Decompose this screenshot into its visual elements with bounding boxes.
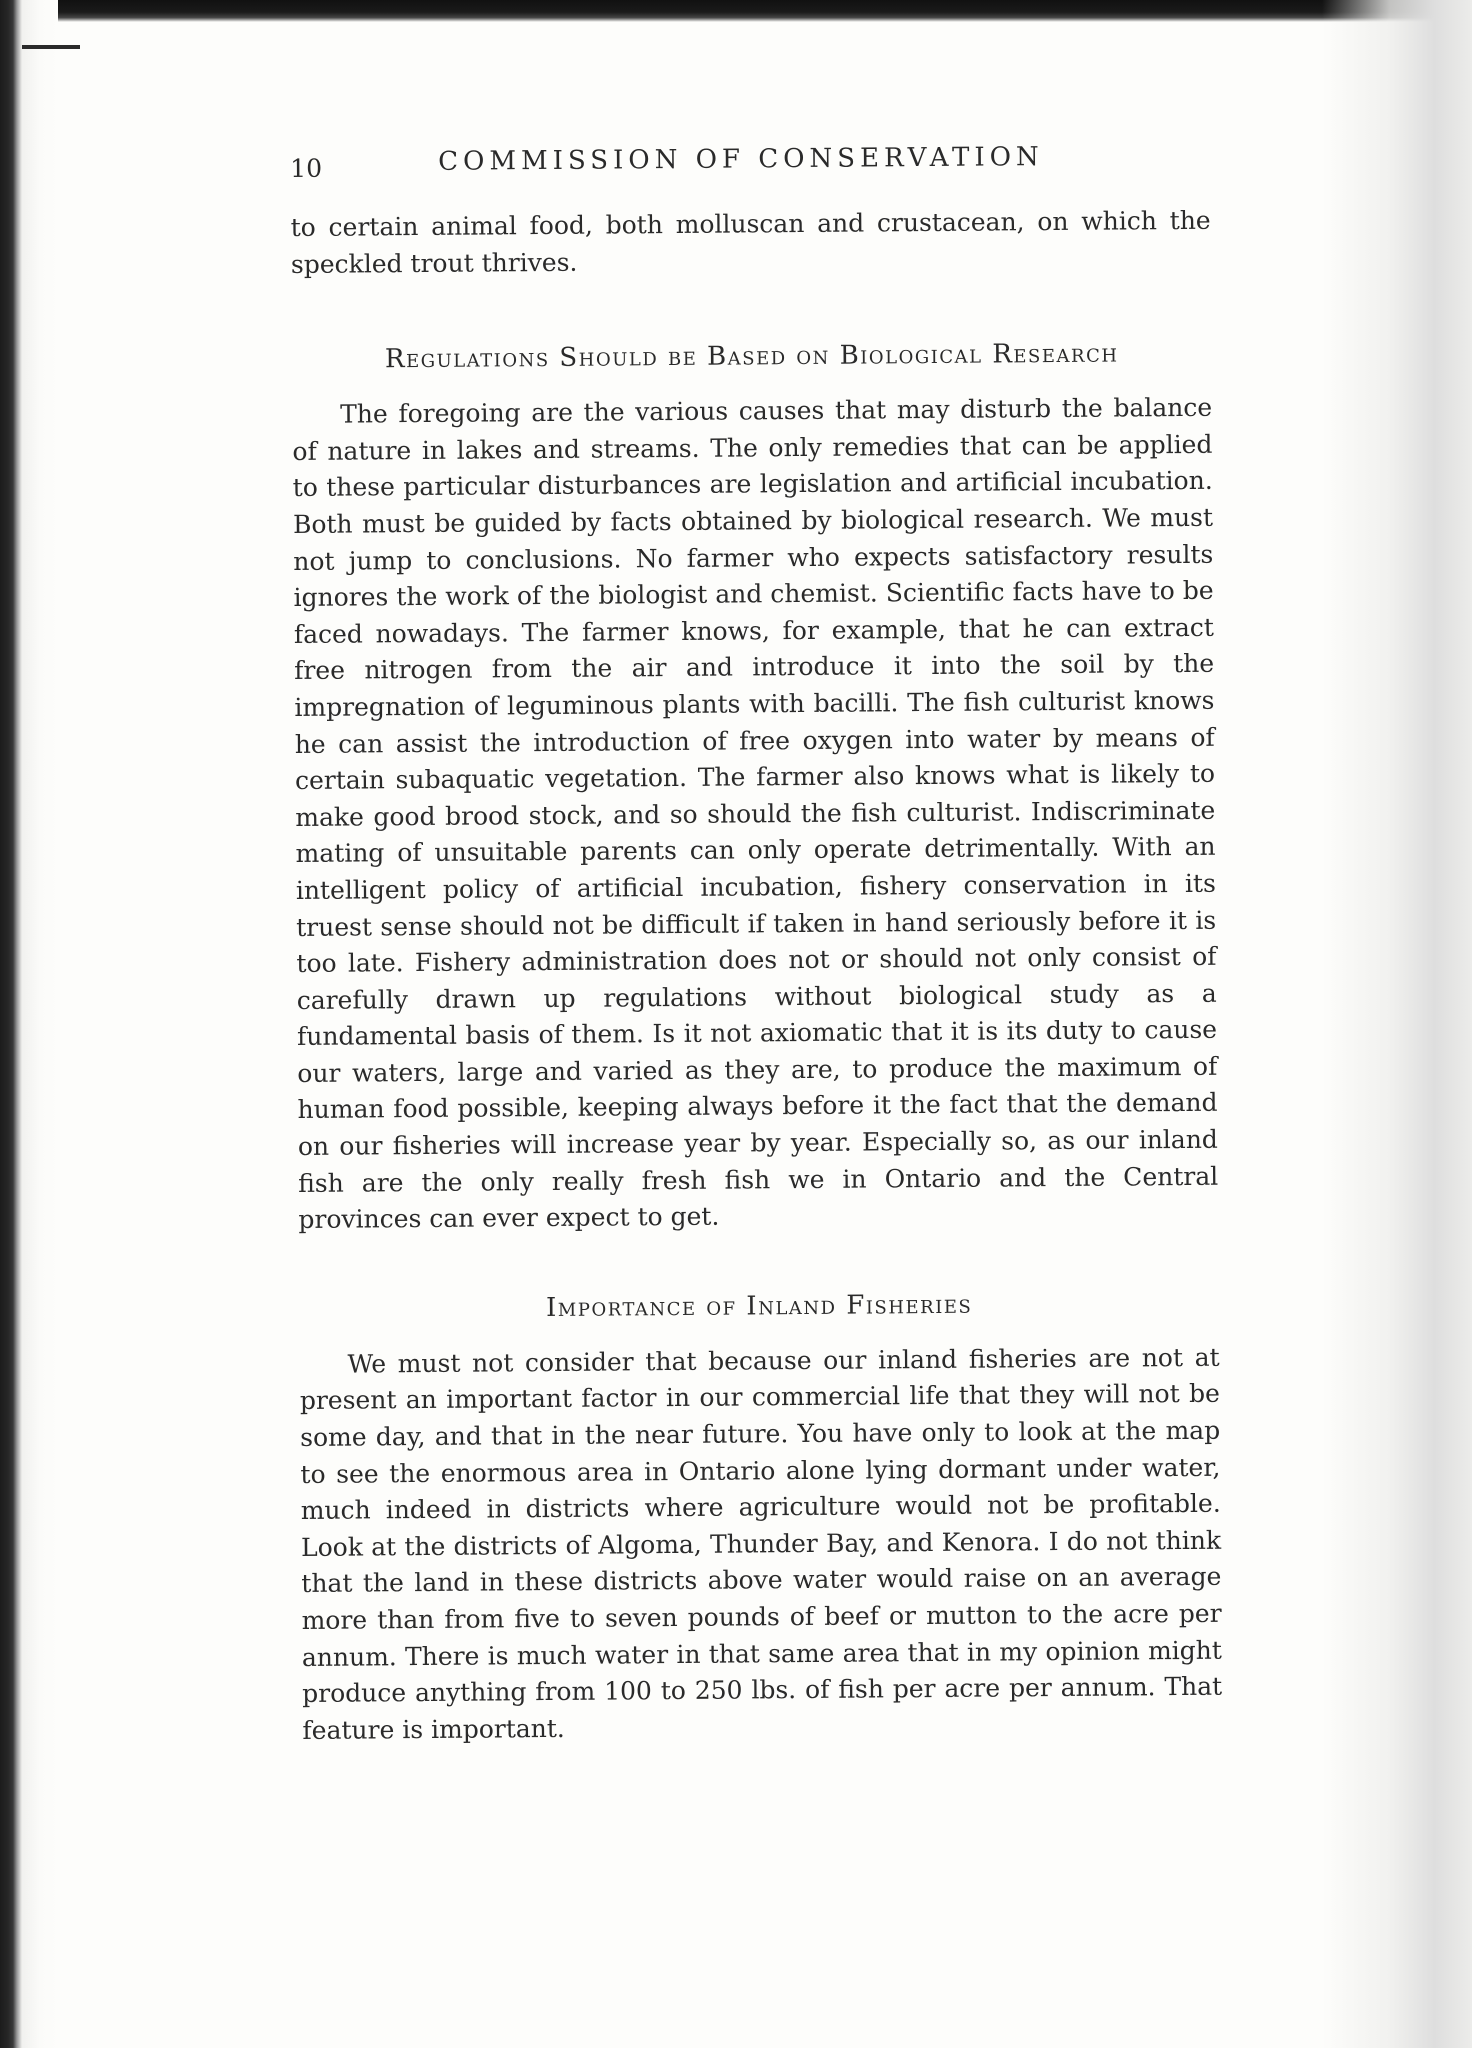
paragraph-regulations: The foregoing are the various causes that may disturb the balance of nature in lakes and streams. The only remedies that can be applied to these particular disturbances are legislation and artificial incubation. Both must be guided by facts obtained by biological research. We must not jump to conclusions. No farmer who expects satisfactory results ignores the work of the biologist and chemist. Scientific facts have to be faced nowadays. The farmer knows, for example, that he can extract free nitrogen from the air and introduce it into the soil by the impregnation of leguminous plants with bacilli. The fish culturist knows he can assist the introduction of free oxygen into water by means of certain subaquatic vegetation. The farmer also knows what is likely to make good brood stock, and so should the fish culturist. Indiscriminate mating of unsuitable parents can only operate detrimentally. With an intelligent policy of artificial incubation, fishery conservation in its truest sense should not be difficult if taken in hand seriously before it is too late. Fishery administration does not or should not only consist of carefully drawn up regulations without biological study as a fundamental basis of them. Is it not axiomatic that it is its duty to cause our waters, large and varied as they are, to produce the maximum of human food possible, keeping always before it the fact that the demand on our fisheries will increase year by year. Especially so, as our inland fish are the only really fresh fish we in Ontario and the Central provinces can ever expect to get.	[292, 392, 1219, 1235]
section-heading-inland-fisheries: Importance of Inland Fisheries	[545, 1289, 973, 1323]
paragraph-inland-fisheries: We must not consider that because our inland fisheries are not at present an important factor in our commercial life that they will not be some day, and that in the near future. You have only to look at the map to see the enormous area in Ontario alone lying dormant under water, much indeed in districts where agriculture would not be profitable. Look at the districts of Algoma, Thunder Bay, and Kenora. I do not think that the land in these districts above water would raise on an average more than from five to seven pounds of beef or mutton to the acre per annum. There is much water in that same area that in my opinion might produce anything from 100 to 250 lbs. of fish per acre per annum. That feature is important.	[299, 1342, 1223, 1745]
page-content	[290, 133, 1223, 1750]
paragraph-continued: to certain animal food, both molluscan and crustacean, on which the speckled trout thrives.	[290, 205, 1211, 279]
page-curl-shadow	[1322, 0, 1472, 2048]
book-binding-edge	[0, 0, 58, 2048]
page-number: 10	[290, 153, 323, 183]
running-head	[290, 133, 1210, 200]
section-heading-regulations: Regulations Should be Based on Biological Research	[384, 338, 1119, 375]
running-title: COMMISSION OF CONSERVATION	[438, 142, 1044, 177]
scan-top-edge	[0, 0, 1472, 22]
